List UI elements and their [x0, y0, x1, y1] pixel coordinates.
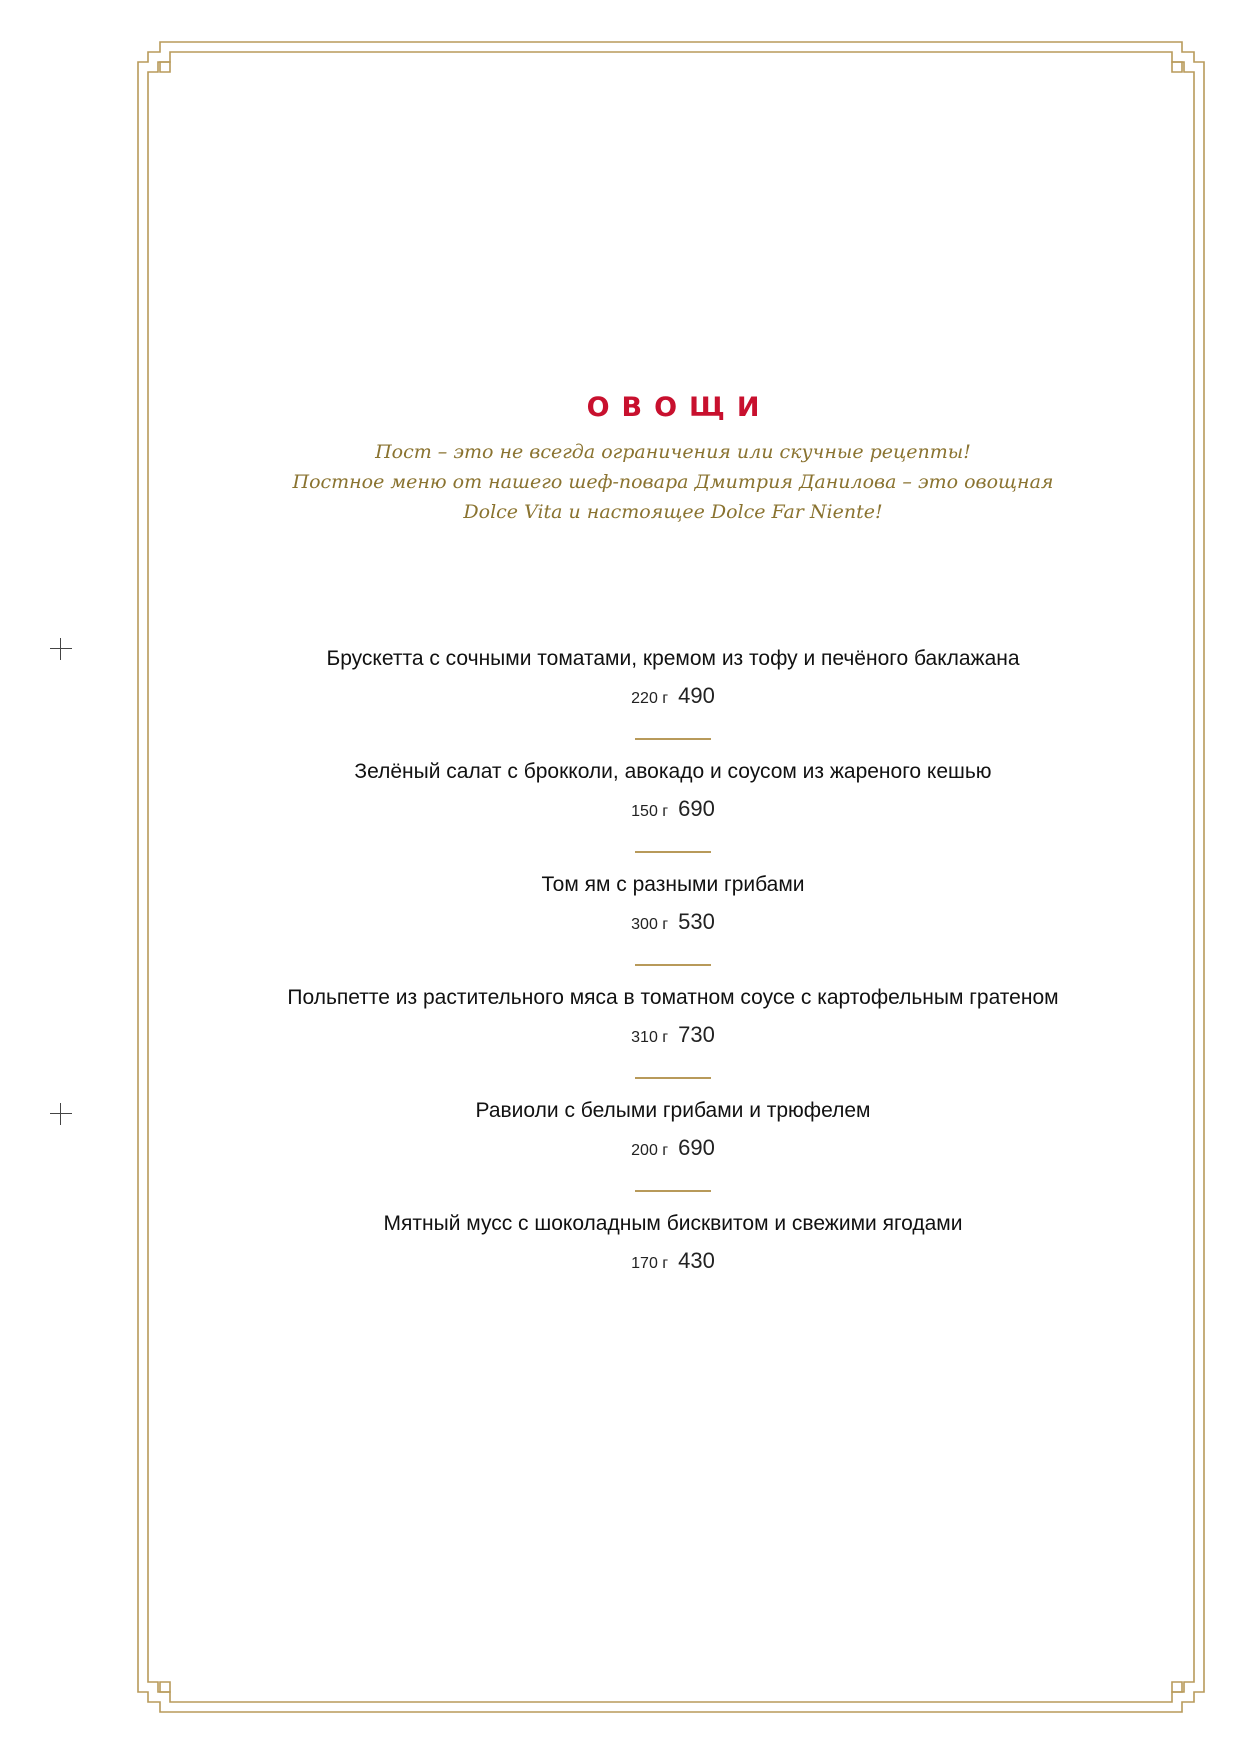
menu-item: [0, 1210, 1240, 1323]
section-intro: [0, 437, 1240, 527]
dish-name: Мятный мусс с шоколадным бисквитом и свежими ягодами: [383, 1212, 963, 1235]
dish-price: 690: [678, 796, 715, 821]
menu-item: [0, 1097, 1240, 1210]
intro-line: Dolce Vita и настоящее Dolce Far Niente!: [463, 501, 883, 523]
item-divider: [635, 964, 711, 966]
dish-meta: [0, 908, 1240, 939]
dish-name: Зелёный салат с брокколи, авокадо и соусом из жареного кешью: [354, 760, 992, 783]
dish-name: Равиоли с белыми грибами и трюфелем: [475, 1099, 871, 1122]
menu-item: [0, 984, 1240, 1097]
item-divider: [635, 1190, 711, 1192]
dish-name: Брускетта с сочными томатами, кремом из тофу и печёного баклажана: [326, 647, 1020, 670]
dish-meta: [0, 1134, 1240, 1165]
dish-price: 730: [678, 1022, 715, 1047]
dish-price: 490: [678, 683, 715, 708]
menu-item: [0, 758, 1240, 871]
menu-item: [0, 871, 1240, 984]
menu-list: [0, 645, 1240, 1323]
item-divider: [635, 738, 711, 740]
dish-meta: [0, 795, 1240, 826]
dish-weight: 150 г: [631, 803, 669, 820]
dish-name: Польпетте из растительного мяса в томатном соусе с картофельным гратеном: [287, 986, 1059, 1009]
dish-weight: 200 г: [631, 1142, 669, 1159]
dish-price: 530: [678, 909, 715, 934]
dish-meta: [0, 1247, 1240, 1278]
dish-weight: 170 г: [631, 1255, 669, 1272]
dish-name: Том ям с разными грибами: [541, 873, 805, 896]
intro-line: Пост – это не всегда ограничения или скучные рецепты!: [375, 441, 971, 463]
dish-weight: 300 г: [631, 916, 669, 933]
section-header: [0, 392, 1240, 527]
dish-weight: 310 г: [631, 1029, 669, 1046]
menu-item: [0, 645, 1240, 758]
dish-price: 690: [678, 1135, 715, 1160]
intro-line: Постное меню от нашего шеф-повара Дмитрия Данилова – это овощная: [292, 471, 1054, 493]
dish-weight: 220 г: [631, 690, 669, 707]
item-divider: [635, 1077, 711, 1079]
item-divider: [635, 851, 711, 853]
dish-meta: [0, 1021, 1240, 1052]
dish-price: 430: [678, 1248, 715, 1273]
section-title: ОВОЩИ: [586, 392, 772, 423]
dish-meta: [0, 682, 1240, 713]
